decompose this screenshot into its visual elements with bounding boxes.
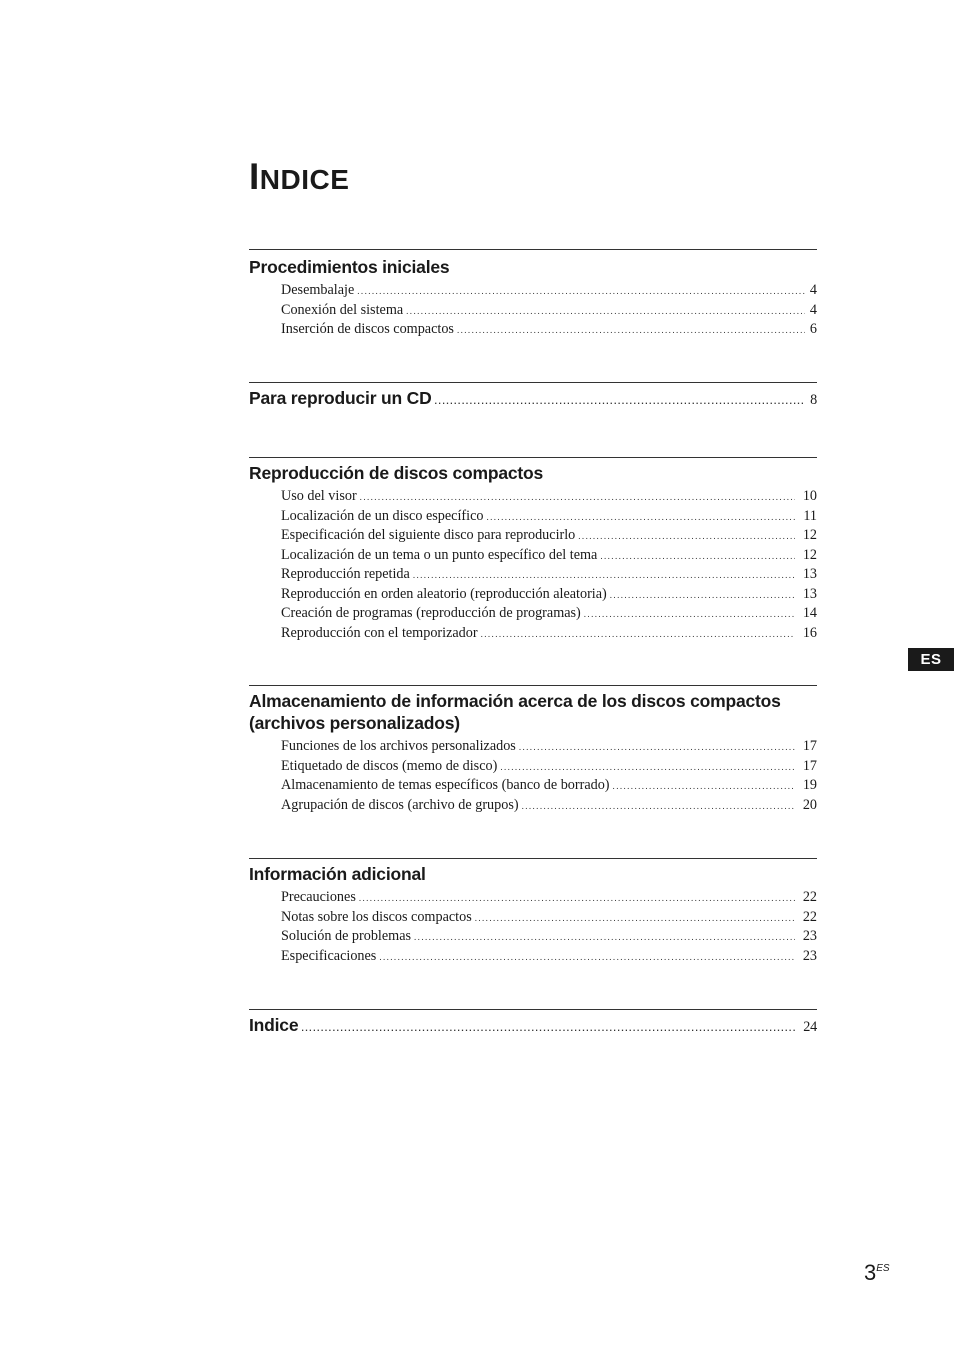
toc-entry[interactable]: Localización de un disco específico ..... 11 bbox=[281, 507, 817, 527]
language-tab: ES bbox=[908, 648, 954, 671]
toc-entry[interactable]: Reproducción en orden aleatorio (reproducción aleatoria) ..... 13 bbox=[281, 585, 817, 605]
dot-leader bbox=[301, 1017, 795, 1039]
dot-leader bbox=[457, 321, 805, 341]
toc-section-procedimientos bbox=[249, 249, 817, 340]
page-title: INDICE bbox=[249, 156, 350, 197]
section-title: Indice bbox=[249, 1015, 299, 1035]
section-title: Información adicional bbox=[249, 864, 426, 884]
toc-entry[interactable]: Reproducción repetida ..... 13 bbox=[281, 565, 817, 585]
page-ref: 17 bbox=[802, 757, 817, 774]
dot-leader bbox=[481, 625, 795, 645]
toc-section-informacion bbox=[249, 858, 817, 966]
page-ref: 23 bbox=[802, 947, 817, 964]
page-ref: 10 bbox=[802, 488, 817, 504]
toc-entry[interactable]: Almacenamiento de temas específicos (banco de borrado) ..... 19 bbox=[281, 776, 817, 796]
page-number: $3^{ES}$ bbox=[864, 1260, 890, 1285]
page-ref: 4 bbox=[809, 282, 817, 298]
dot-leader bbox=[379, 948, 795, 968]
dot-leader bbox=[475, 909, 795, 929]
dot-leader bbox=[584, 605, 795, 625]
toc-entry[interactable]: Precauciones ..... 22 bbox=[281, 888, 817, 908]
toc-entry[interactable]: Funciones de los archivos personalizados ..... 17 bbox=[281, 737, 817, 757]
section-title: Reproducción de discos compactos bbox=[249, 463, 544, 483]
dot-leader bbox=[610, 586, 795, 606]
page-ref: 19 bbox=[802, 777, 817, 793]
toc-entry[interactable]: Uso del visor ..... 10 bbox=[281, 487, 817, 507]
dot-leader bbox=[486, 508, 795, 528]
toc-entry[interactable]: Conexión del sistema ..... 4 bbox=[281, 301, 817, 321]
page-number-suffix: ES bbox=[876, 1263, 890, 1274]
section-title: Para reproducir un CD bbox=[249, 388, 432, 408]
page-ref: 20 bbox=[802, 796, 817, 813]
dot-leader bbox=[519, 738, 795, 758]
dot-leader bbox=[613, 777, 795, 797]
page-ref: 12 bbox=[802, 546, 817, 563]
page-ref: 23 bbox=[802, 928, 817, 944]
toc-entry[interactable]: Notas sobre los discos compactos ..... 22 bbox=[281, 908, 817, 928]
toc-section-reproduccion bbox=[249, 457, 817, 643]
page-ref: 16 bbox=[802, 624, 817, 641]
page-ref: 14 bbox=[802, 605, 817, 621]
page-ref: 24 bbox=[803, 1019, 817, 1035]
page-ref: 22 bbox=[802, 908, 817, 925]
dot-leader bbox=[414, 928, 795, 948]
page-ref: 12 bbox=[802, 527, 817, 543]
toc-entry[interactable]: Especificación del siguiente disco para reproducirlo ..... 12 bbox=[281, 526, 817, 546]
page-ref: 17 bbox=[802, 738, 817, 754]
dot-leader bbox=[578, 527, 795, 547]
dot-leader bbox=[360, 488, 795, 508]
page-ref: 4 bbox=[809, 301, 817, 318]
toc-section-reproducir bbox=[249, 382, 817, 412]
section-title-line: (archivos personalizados) bbox=[249, 713, 460, 733]
toc-entry[interactable]: Especificaciones ..... 23 bbox=[281, 947, 817, 967]
toc-entry[interactable]: Solución de problemas ..... 23 bbox=[281, 927, 817, 947]
toc-section-almacenamiento bbox=[249, 685, 817, 815]
dot-leader bbox=[413, 566, 795, 586]
dot-leader bbox=[522, 797, 795, 817]
dot-leader bbox=[435, 390, 803, 412]
dot-leader bbox=[600, 547, 795, 567]
toc-entry[interactable]: Etiquetado de discos (memo de disco) ..... 17 bbox=[281, 757, 817, 777]
dot-leader bbox=[357, 282, 805, 302]
dot-leader bbox=[500, 758, 795, 778]
page-ref: 8 bbox=[810, 392, 817, 408]
page-ref: 11 bbox=[803, 507, 817, 524]
section-title: Procedimientos iniciales bbox=[249, 257, 450, 277]
toc-entry[interactable]: Creación de programas (reproducción de programas) ..... 14 bbox=[281, 604, 817, 624]
section-title bbox=[249, 690, 817, 734]
toc-entry[interactable]: Localización de un tema o un punto específico del tema ..... 12 bbox=[281, 546, 817, 566]
toc-entry[interactable]: Desembalaje ..... 4 bbox=[281, 281, 817, 301]
toc-section-indice bbox=[249, 1009, 817, 1039]
dot-leader bbox=[406, 302, 805, 322]
page-ref: 22 bbox=[802, 889, 817, 905]
toc-entry[interactable] bbox=[249, 1014, 817, 1039]
toc-entry[interactable] bbox=[249, 387, 817, 412]
toc-entry[interactable]: Reproducción con el temporizador ..... 16 bbox=[281, 624, 817, 644]
toc-entry[interactable]: Agrupación de discos (archivo de grupos) ..... 20 bbox=[281, 796, 817, 816]
section-title-line: Almacenamiento de información acerca de los discos compactos bbox=[249, 691, 781, 711]
page-ref: 13 bbox=[802, 566, 817, 582]
dot-leader bbox=[359, 889, 795, 909]
page-ref: 13 bbox=[802, 585, 817, 602]
toc-entry[interactable]: Inserción de discos compactos ..... 6 bbox=[281, 320, 817, 340]
page-ref: 6 bbox=[809, 321, 817, 337]
